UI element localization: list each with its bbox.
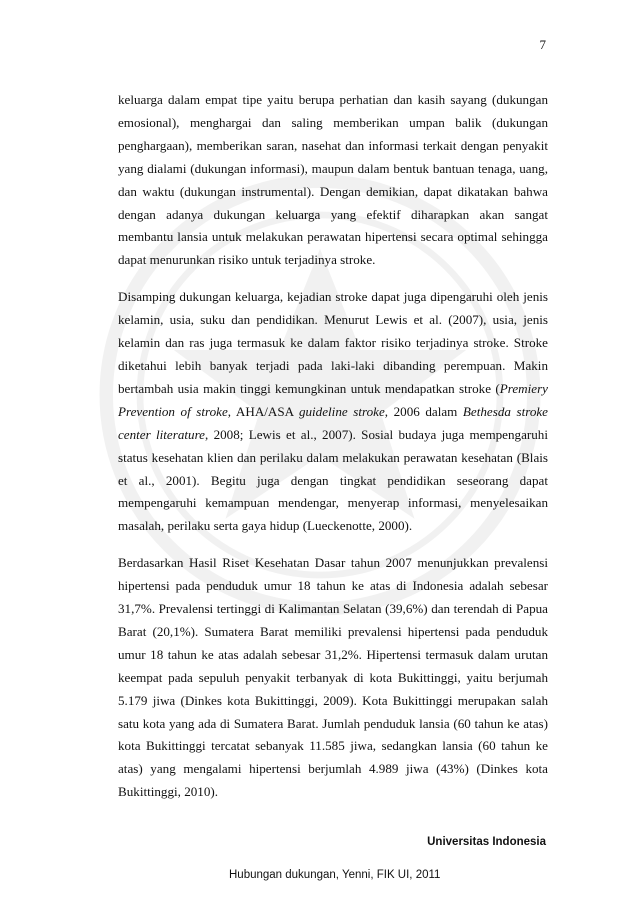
paragraph-2-text-3: , 2006 dalam bbox=[384, 403, 463, 419]
paragraph-3: Berdasarkan Hasil Riset Kesehatan Dasar tahun 2007 menunjukkan prevalensi hipertensi pada penduduk umur 18 tahun ke atas di Indonesia adalah sebesar 31,7%. Prevalensi tertinggi di Kalimantan Selatan (39,6%) dan terendah di Papua Barat (20,1%). Sumatera Barat memiliki prevalensi hipertensi pada penduduk umur 18 tahun ke atas adalah sebesar 31,2%. Hipertensi termasuk dalam urutan keempat pada sepuluh penyakit terbanyak di kota Bukittinggi, yaitu berjumah 5.179 jiwa (Dinkes kota Bukittinggi, 2009). Kota Bukittinggi merupakan salah satu kota yang ada di Sumatera Barat. Jumlah penduduk lansia (60 tahun ke atas) kota Bukittinggi tercatat sebanyak 11.585 jiwa, sedangkan lansia (60 tahun ke atas) yang mengalami hipertensi berjumlah 4.989 jiwa (43%) (Dinkes kota Bukittinggi, 2010). bbox=[118, 555, 548, 800]
paragraph-1: keluarga dalam empat tipe yaitu berupa perhatian dan kasih sayang (dukungan emosional), menghargai dan saling memberikan umpan balik (dukungan penghargaan), memberikan saran, nasehat dan informasi terkait dengan penyakit yang dialami (dukungan informasi), maupun dalam bentuk bantuan tenaga, uang, dan waktu (dukungan instrumental). Dengan demikian, dapat dikatakan bahwa dengan adanya dukungan keluarga yang efektif diharapkan akan sangat membantu lansia untuk melakukan perawatan hipertensi secara optimal sehingga dapat menurunkan risiko untuk terjadinya stroke. bbox=[118, 92, 548, 268]
paragraph-2-text-1: Disamping dukungan keluarga, kejadian stroke dapat juga dipengaruhi oleh jenis kelamin, usia, suku dan pendidikan. Menurut Lewis et al. (2007), usia, jenis kelamin dan ras juga termasuk ke dalam faktor risiko terjadinya stroke. Stroke diketahui lebih banyak terjadi pada laki-laki dibanding perempuan. Makin bertambah usia makin tinggi kemungkinan untuk mendapatkan stroke ( bbox=[118, 289, 548, 396]
footer-university: Universitas Indonesia bbox=[427, 836, 546, 848]
paragraph-2-italic-3: Bethesda stroke center literature bbox=[118, 403, 548, 442]
footer-credit: Hubungan dukungan, Yenni, FIK UI, 2011 bbox=[229, 869, 441, 881]
page-number: 7 bbox=[539, 37, 546, 52]
paragraph-2-text-4: , 2008; Lewis et al., 2007). Sosial budaya juga mempengaruhi status kesehatan klien dan perilaku dalam melakukan perawatan kesehatan (Blais et al., 2001). Begitu juga dengan tingkat pendidikan seseorang dapat mempengaruhi kemampuan mendengar, menyerap informasi, menyelesaikan masalah, perilaku serta gaya hidup (Lueckenotte, 2000). bbox=[118, 426, 548, 534]
paragraph-2 bbox=[118, 286, 548, 538]
paragraph-2-italic-1: Premiery Prevention of stroke bbox=[118, 380, 548, 419]
paragraph-2-text-2: , AHA/ASA bbox=[227, 403, 299, 419]
paragraph-2-italic-2: guideline stroke bbox=[298, 403, 385, 419]
body-text bbox=[118, 89, 548, 804]
